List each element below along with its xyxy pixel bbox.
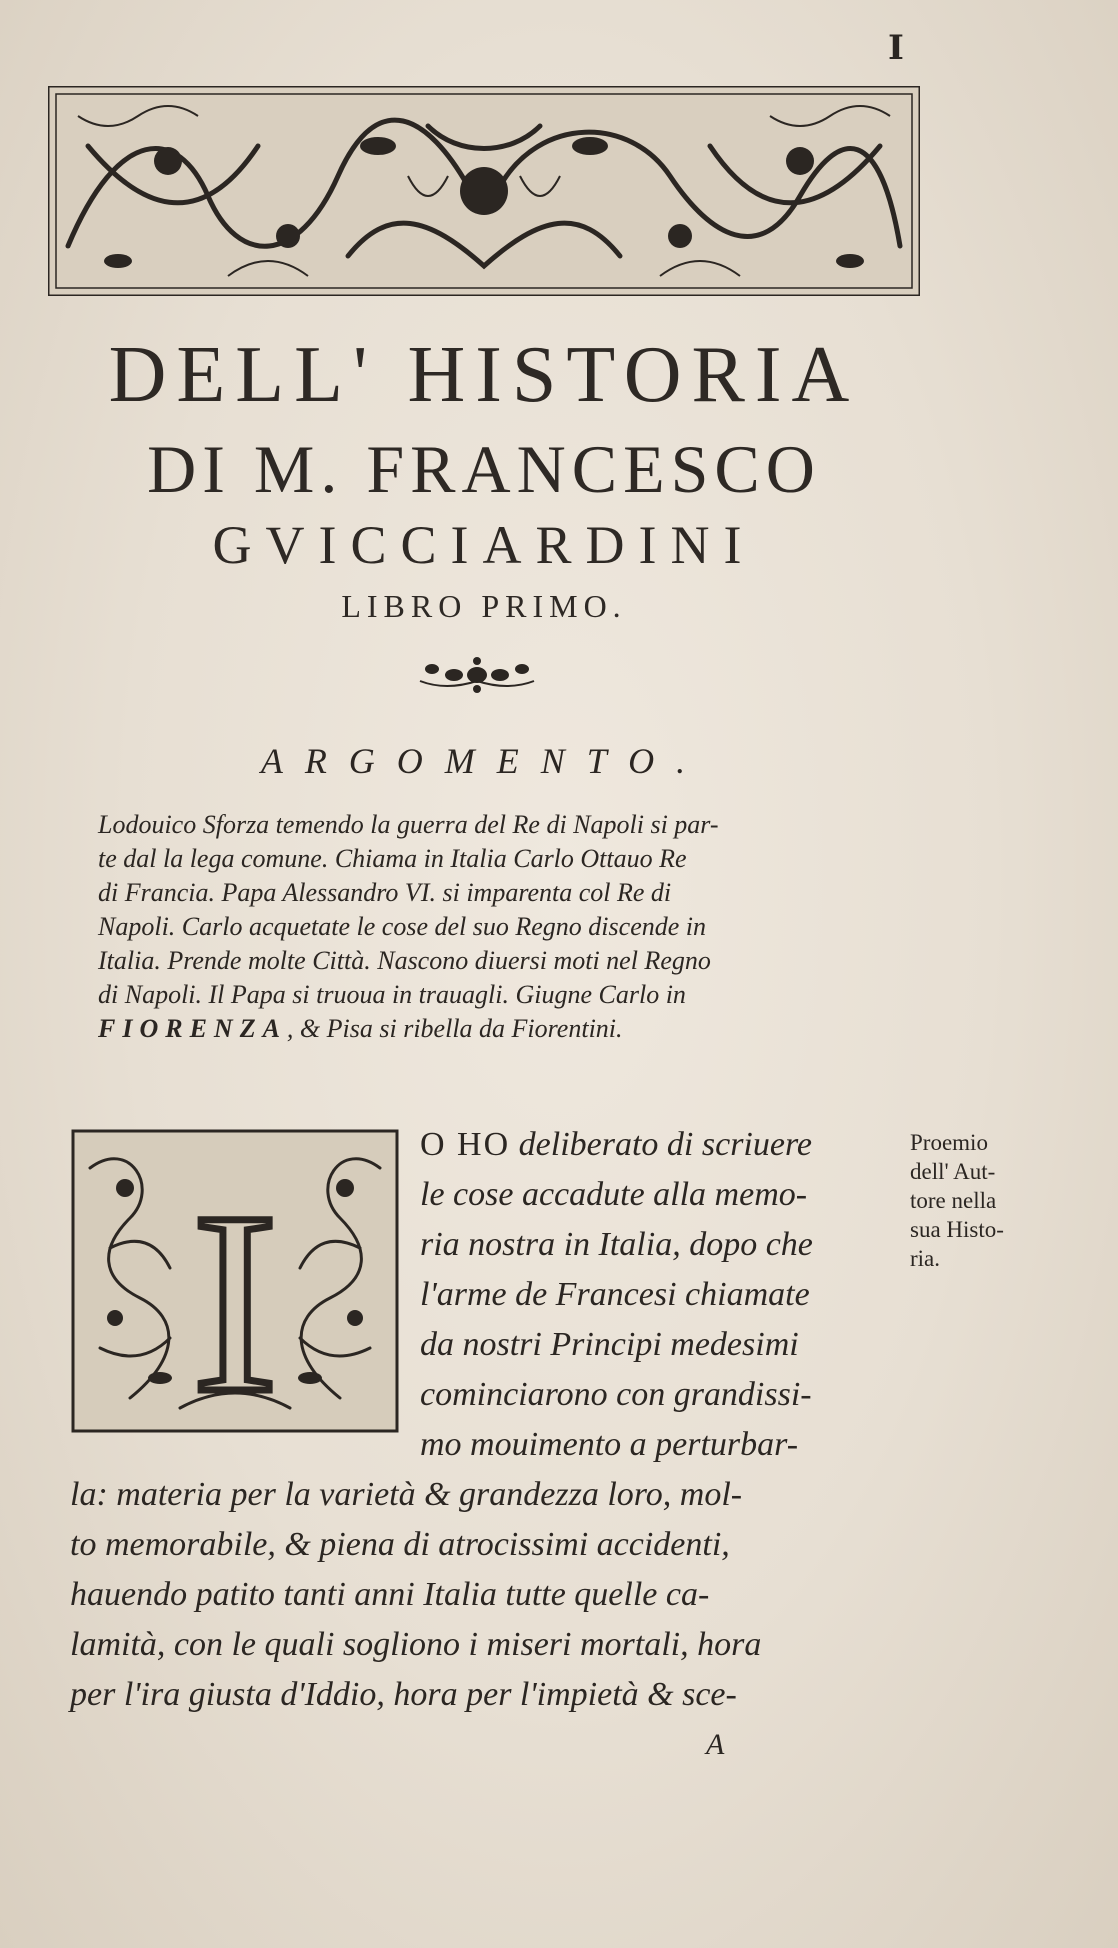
argument-line: Napoli. Carlo acquetate le cose del suo Regno discende in [98,912,706,941]
body-line: l'arme de Francesi chiamate [420,1276,810,1313]
title-line-2: DI M. FRANCESCO [147,431,821,507]
argument-rest: , & Pisa si ribella da Fiorentini. [286,1014,623,1043]
body-line: lamità, con le quali sogliono i miseri mortali, hora [70,1626,762,1663]
argument-line: di Francia. Papa Alessandro VI. si imparenta col Re di [98,878,672,907]
argument-summary [98,808,908,1046]
body-line: to memorabile, & piena di atrocissimi accidenti, [70,1526,730,1563]
argument-line-last [98,1012,908,1046]
marginal-line: ria. [910,1246,941,1271]
body-line: cominciarono con grandissi- [420,1376,812,1413]
argument-line: Italia. Prende molte Città. Nascono diuersi moti nel Regno [98,946,711,975]
body-line: da nostri Principi medesimi [420,1326,799,1363]
marginal-line: sua Histo- [910,1217,1004,1242]
argument-line: Lodouico Sforza temendo la guerra del Re di Napoli si par- [98,810,719,839]
initial-letter: I [191,1159,279,1434]
signature-mark: A [706,1728,725,1761]
body-line: mo mouimento a perturbar- [420,1426,799,1463]
argument-caps: FIORENZA [98,1014,287,1043]
fleuron-ornament [416,655,538,695]
page-number: I [888,28,904,68]
argument-line: di Napoli. Il Papa si truoua in trauagli. Giugne Carlo in [98,980,686,1009]
title-line-1: DELL' HISTORIA [108,331,860,419]
ornamental-headpiece [48,86,920,296]
marginal-line: Proemio [910,1130,988,1155]
title-line-3: GVICCIARDINI [212,515,756,575]
body-line: per l'ira giusta d'Iddio, hora per l'impietà & sce- [70,1676,737,1713]
argument-heading: ARGOMENTO. [260,741,708,781]
body-line: ria nostra in Italia, dopo che [420,1226,813,1263]
body-line: hauendo patito tanti anni Italia tutte quelle ca- [70,1576,710,1613]
argument-line: te dal la lega comune. Chiama in Italia Carlo Ottauo Re [98,844,687,873]
body-line [420,1126,812,1164]
decorated-initial-letter [70,1128,400,1434]
title-line-4: LIBRO PRIMO. [341,588,627,624]
body-first-words: O HO [420,1126,511,1163]
body-first-rest: deliberato di scriuere [510,1126,813,1163]
body-line: la: materia per la varietà & grandezza loro, mol- [70,1476,743,1513]
marginal-line: tore nella [910,1188,997,1213]
marginal-line: dell' Aut- [910,1159,996,1184]
marginal-note [910,1128,1060,1273]
body-line: le cose accadute alla memo- [420,1176,808,1213]
